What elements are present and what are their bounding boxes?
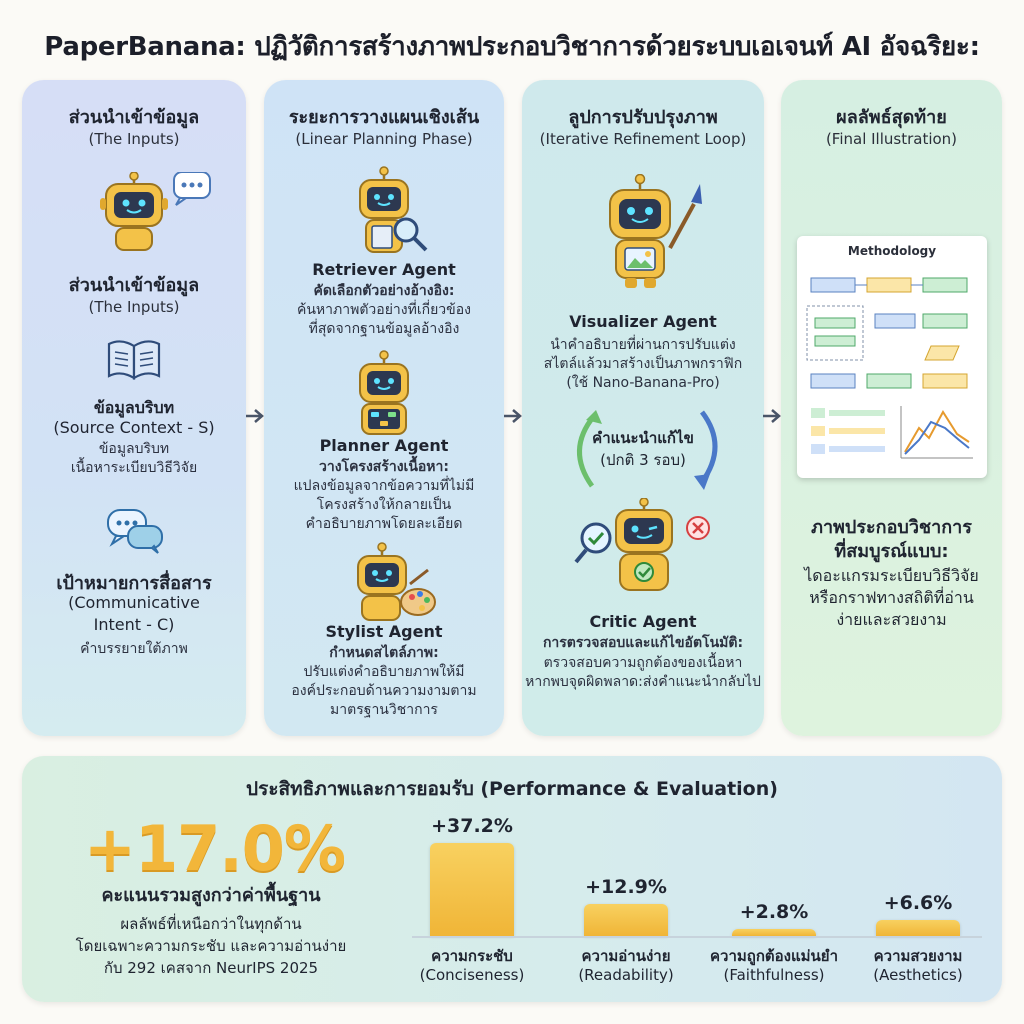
loop-label: คำแนะนำแก้ไข xyxy=(592,429,694,447)
stylist-robot-icon xyxy=(348,542,438,622)
performance-title: ประสิทธิภาพและการยอมรับ (Performance & Evaluation) xyxy=(246,778,778,800)
bar-label-th-1: ความอ่านง่าย xyxy=(581,947,671,965)
headline-value: +17.0% xyxy=(84,812,346,885)
refinement-subtitle: (Iterative Refinement Loop) xyxy=(539,130,747,148)
refinement-title: ลูปการปรับปรุงภาพ xyxy=(568,107,718,128)
headline-desc-1: ผลลัพธ์ที่เหนือกว่าในทุกด้าน xyxy=(120,915,302,933)
bar-value-3: +6.6% xyxy=(883,891,953,914)
refinement-panel xyxy=(522,80,764,736)
loop-rounds: (ปกติ 3 รอบ) xyxy=(600,451,686,469)
flow-arrow-icon xyxy=(763,408,781,424)
final-desc-3: ง่ายและสวยงาม xyxy=(836,610,947,629)
source-desc-2: เนื้อหาระเบียบวิธีวิจัย xyxy=(70,460,198,476)
bar-0 xyxy=(430,843,514,936)
inputs-panel xyxy=(22,80,246,736)
source-title: ข้อมูลบริบท xyxy=(93,398,175,417)
planner-desc-2: โครงสร้างให้กลายเป็น xyxy=(316,497,452,513)
inputs-subtitle: (The Inputs) xyxy=(88,130,180,148)
intent-en-1: (Communicative xyxy=(68,593,200,612)
headline-desc-2: โดยเฉพาะความกระชับ และความอ่านง่าย xyxy=(75,937,347,955)
planner-role: วางโครงสร้างเนื้อหา: xyxy=(318,459,449,475)
final-title: ผลลัพธ์สุดท้าย xyxy=(836,107,947,128)
final-desc-2: หรือกราฟทางสถิติที่อ่าน xyxy=(809,588,974,607)
planner-desc-3: คำอธิบายภาพโดยละเอียด xyxy=(305,516,463,532)
inputs-repeat-title: ส่วนนำเข้าข้อมูล xyxy=(68,275,200,296)
stylist-desc-3: มาตรฐานวิชาการ xyxy=(330,702,438,718)
planning-panel xyxy=(264,80,504,736)
planner-robot-icon xyxy=(350,350,420,436)
stylist-desc-1: ปรับแต่งคำอธิบายภาพให้มี xyxy=(303,664,465,680)
retriever-role: คัดเลือกตัวอย่างอ้างอิง: xyxy=(313,283,455,299)
final-illustration-preview xyxy=(797,236,987,478)
planner-desc-1: แปลงข้อมูลจากข้อความที่ไม่มี xyxy=(293,478,475,494)
final-subtitle: (Final Illustration) xyxy=(825,130,958,148)
intent-en-2: Intent - C) xyxy=(93,615,175,634)
bar-label-en-3: (Aesthetics) xyxy=(873,966,963,984)
source-desc-1: ข้อมูลบริบท xyxy=(98,441,170,457)
bar-3 xyxy=(876,920,960,937)
bar-label-th-2: ความถูกต้องแม่นยำ xyxy=(709,947,839,965)
bar-1 xyxy=(584,904,668,936)
headline-label: คะแนนรวมสูงกว่าค่าพื้นฐาน xyxy=(101,885,321,906)
bar-2 xyxy=(732,929,816,936)
visualizer-desc-3: (ใช้ Nano-Banana-Pro) xyxy=(566,375,720,391)
chart-baseline xyxy=(412,936,982,938)
bar-label-en-0: (Conciseness) xyxy=(419,966,525,984)
planner-name: Planner Agent xyxy=(319,436,449,455)
stylist-desc-2: องค์ประกอบด้านความงามตาม xyxy=(291,683,477,699)
bar-label-th-3: ความสวยงาม xyxy=(873,947,963,965)
visualizer-desc-2: สไตล์แล้วมาสร้างเป็นภาพกราฟิก xyxy=(543,356,743,372)
final-panel xyxy=(781,80,1002,736)
source-en: (Source Context - S) xyxy=(53,418,215,437)
bar-value-0: +37.2% xyxy=(431,815,513,837)
bar-label-en-2: (Faithfulness) xyxy=(723,966,825,984)
bar-value-2: +2.8% xyxy=(739,901,809,923)
planning-title: ระยะการวางแผนเชิงเส้น xyxy=(288,107,480,128)
bar-value-1: +12.9% xyxy=(585,875,667,898)
inputs-title: ส่วนนำเข้าข้อมูล xyxy=(68,107,200,128)
intent-title: เป้าหมายการสื่อสาร xyxy=(56,573,212,594)
preview-title: Methodology xyxy=(847,244,937,258)
final-desc-1: ไดอะแกรมระเบียบวิธีวิจัย xyxy=(804,566,979,585)
visualizer-robot-icon xyxy=(598,174,708,292)
stylist-role: กำหนดสไตล์ภาพ: xyxy=(329,645,439,661)
inputs-repeat-subtitle: (The Inputs) xyxy=(88,298,180,316)
retriever-robot-icon xyxy=(350,166,430,256)
bar-label-th-0: ความกระชับ xyxy=(431,947,513,965)
preview-diagram-icon xyxy=(797,262,987,478)
flow-arrow-icon xyxy=(504,408,522,424)
critic-robot-icon xyxy=(572,498,722,598)
intent-desc: คำบรรยายใต้ภาพ xyxy=(80,641,188,657)
flow-arrow-icon xyxy=(246,408,264,424)
planning-subtitle: (Linear Planning Phase) xyxy=(295,130,473,148)
performance-panel xyxy=(22,756,1002,1002)
robot-chat-icon xyxy=(94,172,214,254)
critic-desc-2: หากพบจุดผิดพลาด:ส่งคำแนะนำกลับไป xyxy=(525,674,761,690)
improvement-bar-chart xyxy=(388,756,998,1002)
critic-role: การตรวจสอบและแก้ไขอัตโนมัติ: xyxy=(542,635,744,651)
final-heading-1: ภาพประกอบวิชาการ xyxy=(811,517,972,538)
speech-bubble-icon xyxy=(106,508,164,554)
stylist-name: Stylist Agent xyxy=(325,622,443,641)
retriever-desc-2: ที่สุดจากฐานข้อมูลอ้างอิง xyxy=(308,321,460,337)
book-icon xyxy=(105,338,163,382)
visualizer-desc-1: นำคำอธิบายที่ผ่านการปรับแต่ง xyxy=(550,337,736,353)
page-title: PaperBanana: ปฏิวัติการสร้างภาพประกอบวิชาการด้วยระบบเอเจนท์ AI อัจฉริยะ: xyxy=(44,32,980,62)
headline-desc-3: กับ 292 เคสจาก NeurIPS 2025 xyxy=(103,959,319,977)
bar-label-en-1: (Readability) xyxy=(578,966,674,984)
critic-name: Critic Agent xyxy=(589,612,697,631)
retriever-desc-1: ค้นหาภาพตัวอย่างที่เกี่ยวข้อง xyxy=(297,302,471,318)
retriever-name: Retriever Agent xyxy=(312,260,456,279)
critic-desc-1: ตรวจสอบความถูกต้องของเนื้อหา xyxy=(543,655,743,671)
final-heading-2: ที่สมบูรณ์แบบ: xyxy=(834,541,949,562)
visualizer-name: Visualizer Agent xyxy=(569,312,717,331)
